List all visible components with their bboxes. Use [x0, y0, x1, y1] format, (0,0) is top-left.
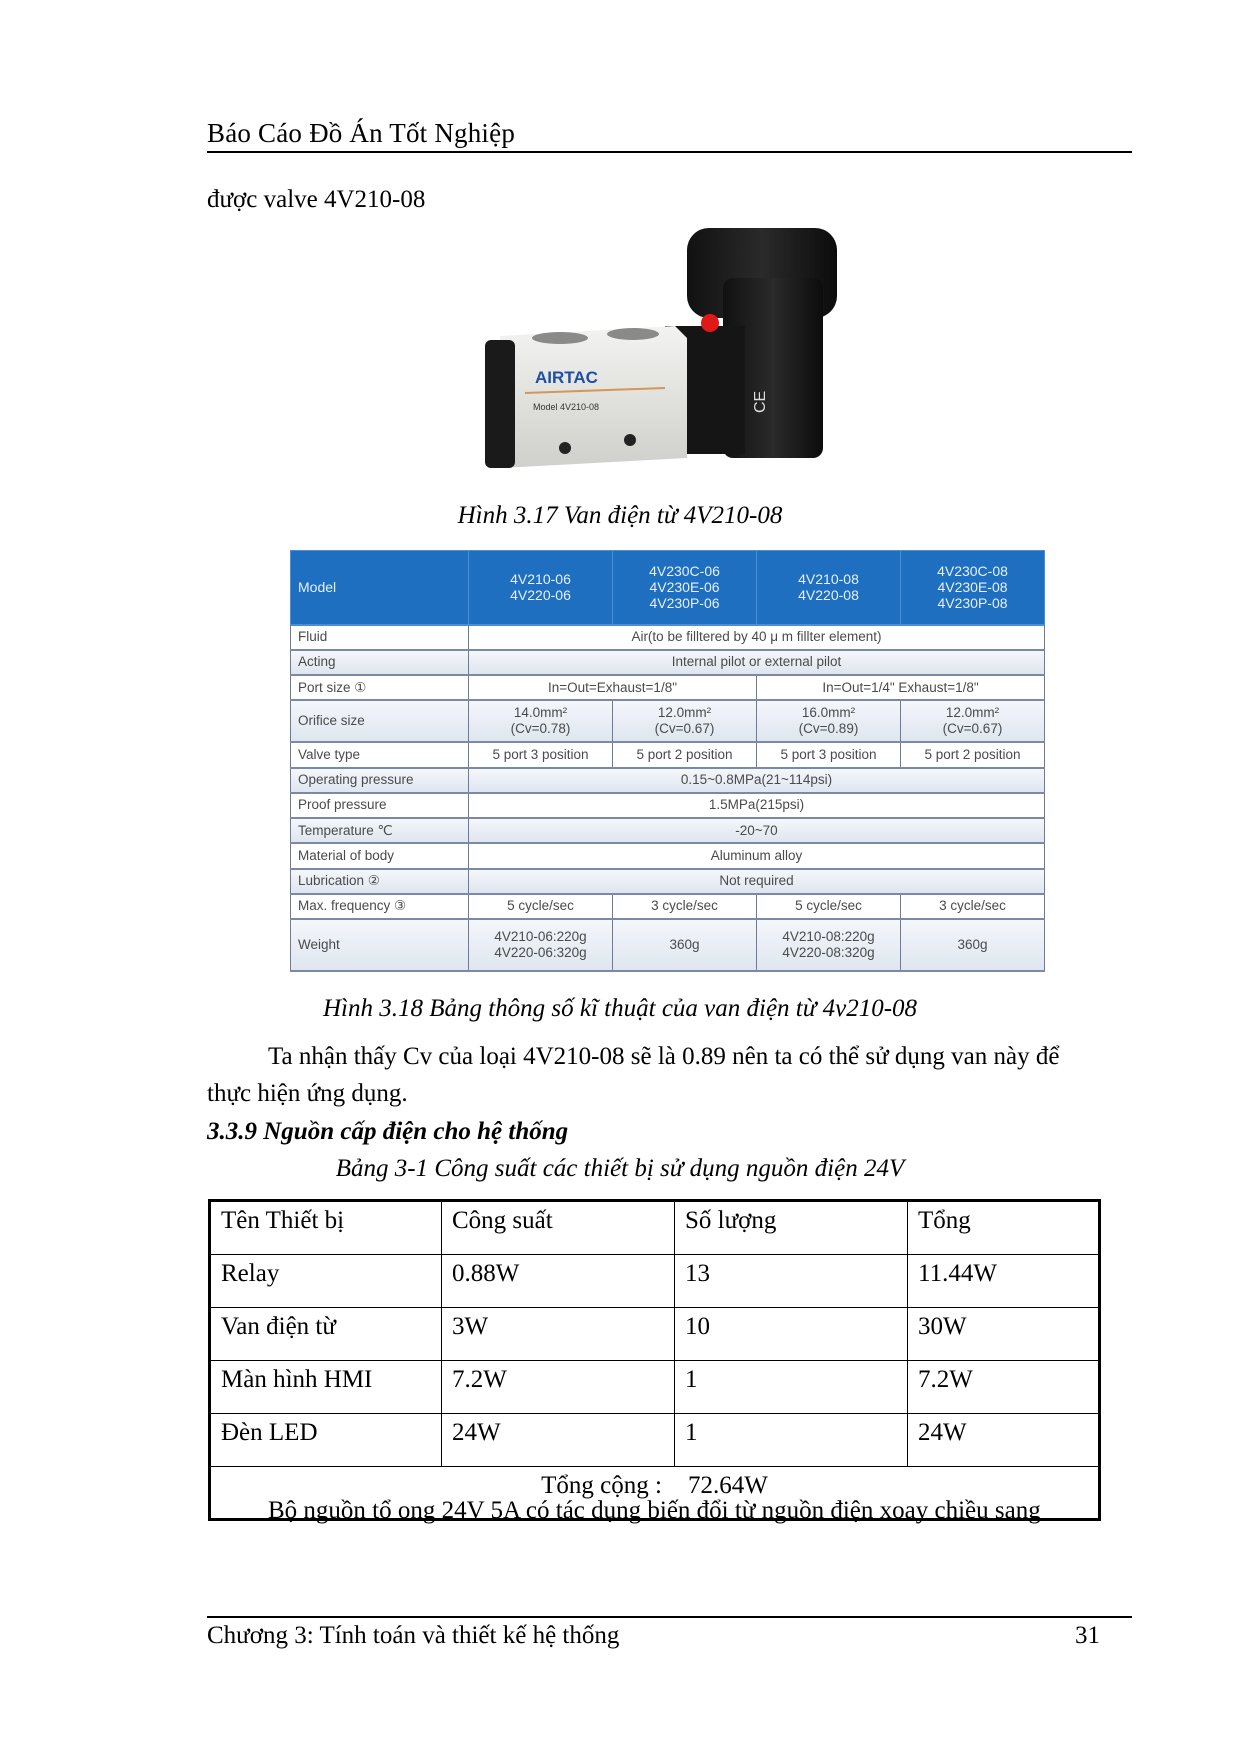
valve-spec-table — [290, 550, 1045, 972]
solenoid-valve-image — [465, 218, 845, 480]
spec-row-fluid: Fluid Air(to be filltered by 40 μ m fillter element) — [291, 625, 1045, 650]
spec-row-valve-type: Valve type 5 port 3 position 5 port 2 position 5 port 3 position 5 port 2 position — [291, 742, 1045, 767]
spec-header-col-2: 4V230C-06 4V230E-06 4V230P-06 — [613, 551, 757, 625]
power-header-device: Tên Thiết bị — [210, 1201, 442, 1255]
spec-row-orifice-size: Orifice size 14.0mm² (Cv=0.78) 12.0mm² (Cv=0.67) 16.0mm² (Cv=0.89) 12.0mm² (Cv=0.67) — [291, 700, 1045, 742]
table-row: Màn hình HMI 7.2W 1 7.2W — [210, 1361, 1100, 1414]
table-row: Relay 0.88W 13 11.44W — [210, 1255, 1100, 1308]
table-row: Đèn LED 24W 1 24W — [210, 1414, 1100, 1467]
spec-header-label: Model — [291, 551, 469, 625]
figure-caption-3-18: Hình 3.18 Bảng thông số kĩ thuật của van điện từ 4v210-08 — [322, 995, 918, 1022]
intro-text: được valve 4V210-08 — [207, 186, 426, 213]
spec-row-acting: Acting Internal pilot or external pilot — [291, 650, 1045, 675]
svg-text:CE: CE — [752, 390, 769, 413]
figure-caption-3-17: Hình 3.17 Van điện từ 4V210-08 — [457, 502, 783, 529]
spec-row-weight: Weight 4V210-06:220g 4V220-06:320g 360g 4V210-08:220g 4V220-08:320g 360g — [291, 919, 1045, 971]
spec-row-port-size: Port size ① In=Out=Exhaust=1/8" In=Out=1/4" Exhaust=1/8" — [291, 675, 1045, 700]
header-divider — [207, 151, 1132, 153]
spec-row-lubrication: Lubrication ② Not required — [291, 869, 1045, 894]
spec-row-operating-pressure: Operating pressure 0.15~0.8MPa(21~114psi) — [291, 768, 1045, 793]
spec-row-temperature: Temperature ℃ -20~70 — [291, 818, 1045, 843]
table-caption-3-1: Bảng 3-1 Công suất các thiết bị sử dụng nguồn điện 24V — [335, 1155, 905, 1182]
page-number: 31 — [1075, 1622, 1100, 1649]
footer-divider — [207, 1616, 1132, 1618]
total-label: Tổng cộng : — [541, 1472, 662, 1499]
total-value: 72.64W — [687, 1472, 768, 1499]
spec-header-col-1: 4V210-06 4V220-06 — [469, 551, 613, 625]
valve-illustration-icon — [465, 218, 845, 480]
power-consumption-table — [208, 1199, 1101, 1521]
svg-text:Model 4V210-08: Model 4V210-08 — [533, 402, 600, 412]
spec-header-col-3: 4V210-08 4V220-08 — [757, 551, 901, 625]
spec-header-col-4: 4V230C-08 4V230E-08 4V230P-08 — [901, 551, 1045, 625]
power-table-header-row — [210, 1201, 1100, 1255]
power-header-quantity: Số lượng — [675, 1201, 908, 1255]
power-header-power: Công suất — [442, 1201, 675, 1255]
spec-row-max-frequency: Max. frequency ③ 5 cycle/sec 3 cycle/sec 5 cycle/sec 3 cycle/sec — [291, 894, 1045, 919]
spec-row-material: Material of body Aluminum alloy — [291, 843, 1045, 868]
power-header-total: Tổng — [908, 1201, 1100, 1255]
paragraph-cv-line-2: thực hiện ứng dụng. — [207, 1080, 408, 1107]
paragraph-power-supply: Bộ nguồn tổ ong 24V 5A có tác dụng biến đổi từ nguồn điện xoay chiều sang — [268, 1497, 1041, 1524]
table-row: Van điện từ 3W 10 30W — [210, 1308, 1100, 1361]
paragraph-cv-line-1: Ta nhận thấy Cv của loại 4V210-08 sẽ là 0.89 nên ta có thể sử dụng van này để — [268, 1043, 1060, 1070]
page-header-title: Báo Cáo Đồ Án Tốt Nghiệp — [207, 118, 516, 148]
spec-row-proof-pressure: Proof pressure 1.5MPa(215psi) — [291, 793, 1045, 818]
footer-chapter-title: Chương 3: Tính toán và thiết kế hệ thống — [207, 1622, 620, 1649]
svg-text:AIRTAC: AIRTAC — [535, 368, 598, 387]
section-heading-3-3-9: 3.3.9 Nguồn cấp điện cho hệ thống — [207, 1118, 569, 1145]
